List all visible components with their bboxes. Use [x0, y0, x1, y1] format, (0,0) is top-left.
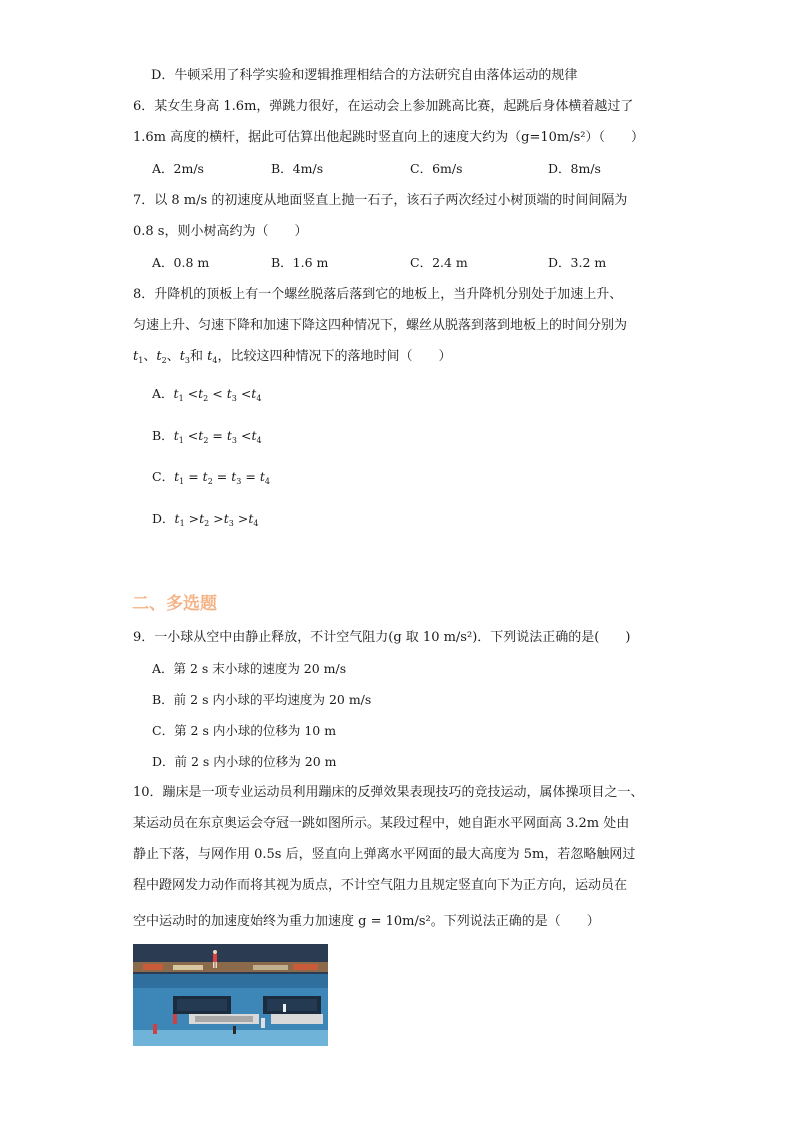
q7-option-a: A．0.8 m: [152, 255, 210, 270]
q8-stem-line3-tail: ，比较这四种情况下的落地时间（ ）: [217, 349, 452, 364]
q10-stem-line5: 空中运动时的加速度始终为重力加速度 g = 10m/s²。下列说法正确的是（ ）: [133, 914, 600, 929]
q8-option-d: D．$t_1 >t_2 >t_3 >t_4$: [152, 511, 259, 528]
q8-stem-line3: $t_1$、$t_2$、$t_3$和 $t_4$，比较这四种情况下的落地时间（ ）: [133, 349, 452, 365]
q8-stem-line2: 匀速上升、匀速下降和加速下降这四种情况下，螺丝从脱落到落到地板上的时间分别为: [133, 318, 628, 333]
q6-stem-line2: 1.6m 高度的横杆，据此可估算出他起跳时竖直向上的速度大约为（g=10m/s²）（ ）: [133, 130, 644, 145]
q6-option-a: A．2m/s: [152, 161, 204, 176]
q8-option-a: A．$t_1 <t_2 < t_3 <t_4$: [152, 386, 262, 403]
q9-stem: 9．一小球从空中由静止释放，不计空气阻力(g 取 10 m/s²)．下列说法正确的是( ): [133, 630, 631, 645]
q6-option-b: B．4m/s: [271, 161, 324, 176]
q9-option-c: C．第 2 s 内小球的位移为 10 m: [152, 723, 337, 738]
q10-stem-line1: 10．蹦床是一项专业运动员利用蹦床的反弹效果表现技巧的竞技运动，属体操项目之一、: [133, 785, 644, 800]
q7-option-d: D．3.2 m: [548, 255, 607, 270]
q6-option-c: C．6m/s: [410, 161, 463, 176]
q9-option-a: A．第 2 s 末小球的速度为 20 m/s: [152, 661, 347, 676]
q8-option-c: C．$t_1 = t_2 = t_3 = t_4$: [152, 469, 270, 486]
section-title: 二、多选题: [132, 594, 217, 614]
q7-stem-line1: 7．以 8 m/s 的初速度从地面竖直上抛一石子，该石子两次经过小树顶端的时间间隔为: [133, 193, 628, 208]
q6-option-d: D．8m/s: [548, 161, 601, 176]
q10-stem-line4: 程中蹬网发力动作而将其视为质点，不计空气阻力且规定竖直向下为正方向，运动员在: [133, 878, 628, 893]
q10-stem-line3: 静止下落，与网作用 0.5s 后，竖直向上弹离水平网面的最大高度为 5m，若忽略触网过: [133, 847, 636, 862]
q7-stem-line2: 0.8 s，则小树高约为（ ）: [133, 224, 308, 239]
q7-option-b: B．1.6 m: [271, 255, 329, 270]
q7-option-c: C．2.4 m: [410, 255, 468, 270]
q6-stem-line1: 6．某女生身高 1.6m，弹跳力很好，在运动会上参加跳高比赛，起跳后身体横着越过了: [133, 99, 634, 114]
q8-option-b: B．$t_1 <t_2 = t_3 <t_4$: [152, 428, 262, 445]
q5-option-d: D．牛顿采用了科学实验和逻辑推理相结合的方法研究自由落体运动的规律: [151, 68, 578, 83]
q10-stem-line2: 某运动员在东京奥运会夺冠一跳如图所示。某段过程中，她自距水平网面高 3.2m 处由: [133, 816, 630, 831]
trampoline-photo: [133, 944, 328, 1046]
q9-option-d: D．前 2 s 内小球的位移为 20 m: [152, 754, 337, 769]
q9-option-b: B．前 2 s 内小球的平均速度为 20 m/s: [152, 692, 372, 707]
q8-stem-line1: 8．升降机的顶板上有一个螺丝脱落后落到它的地板上，当升降机分别处于加速上升、: [133, 287, 623, 302]
